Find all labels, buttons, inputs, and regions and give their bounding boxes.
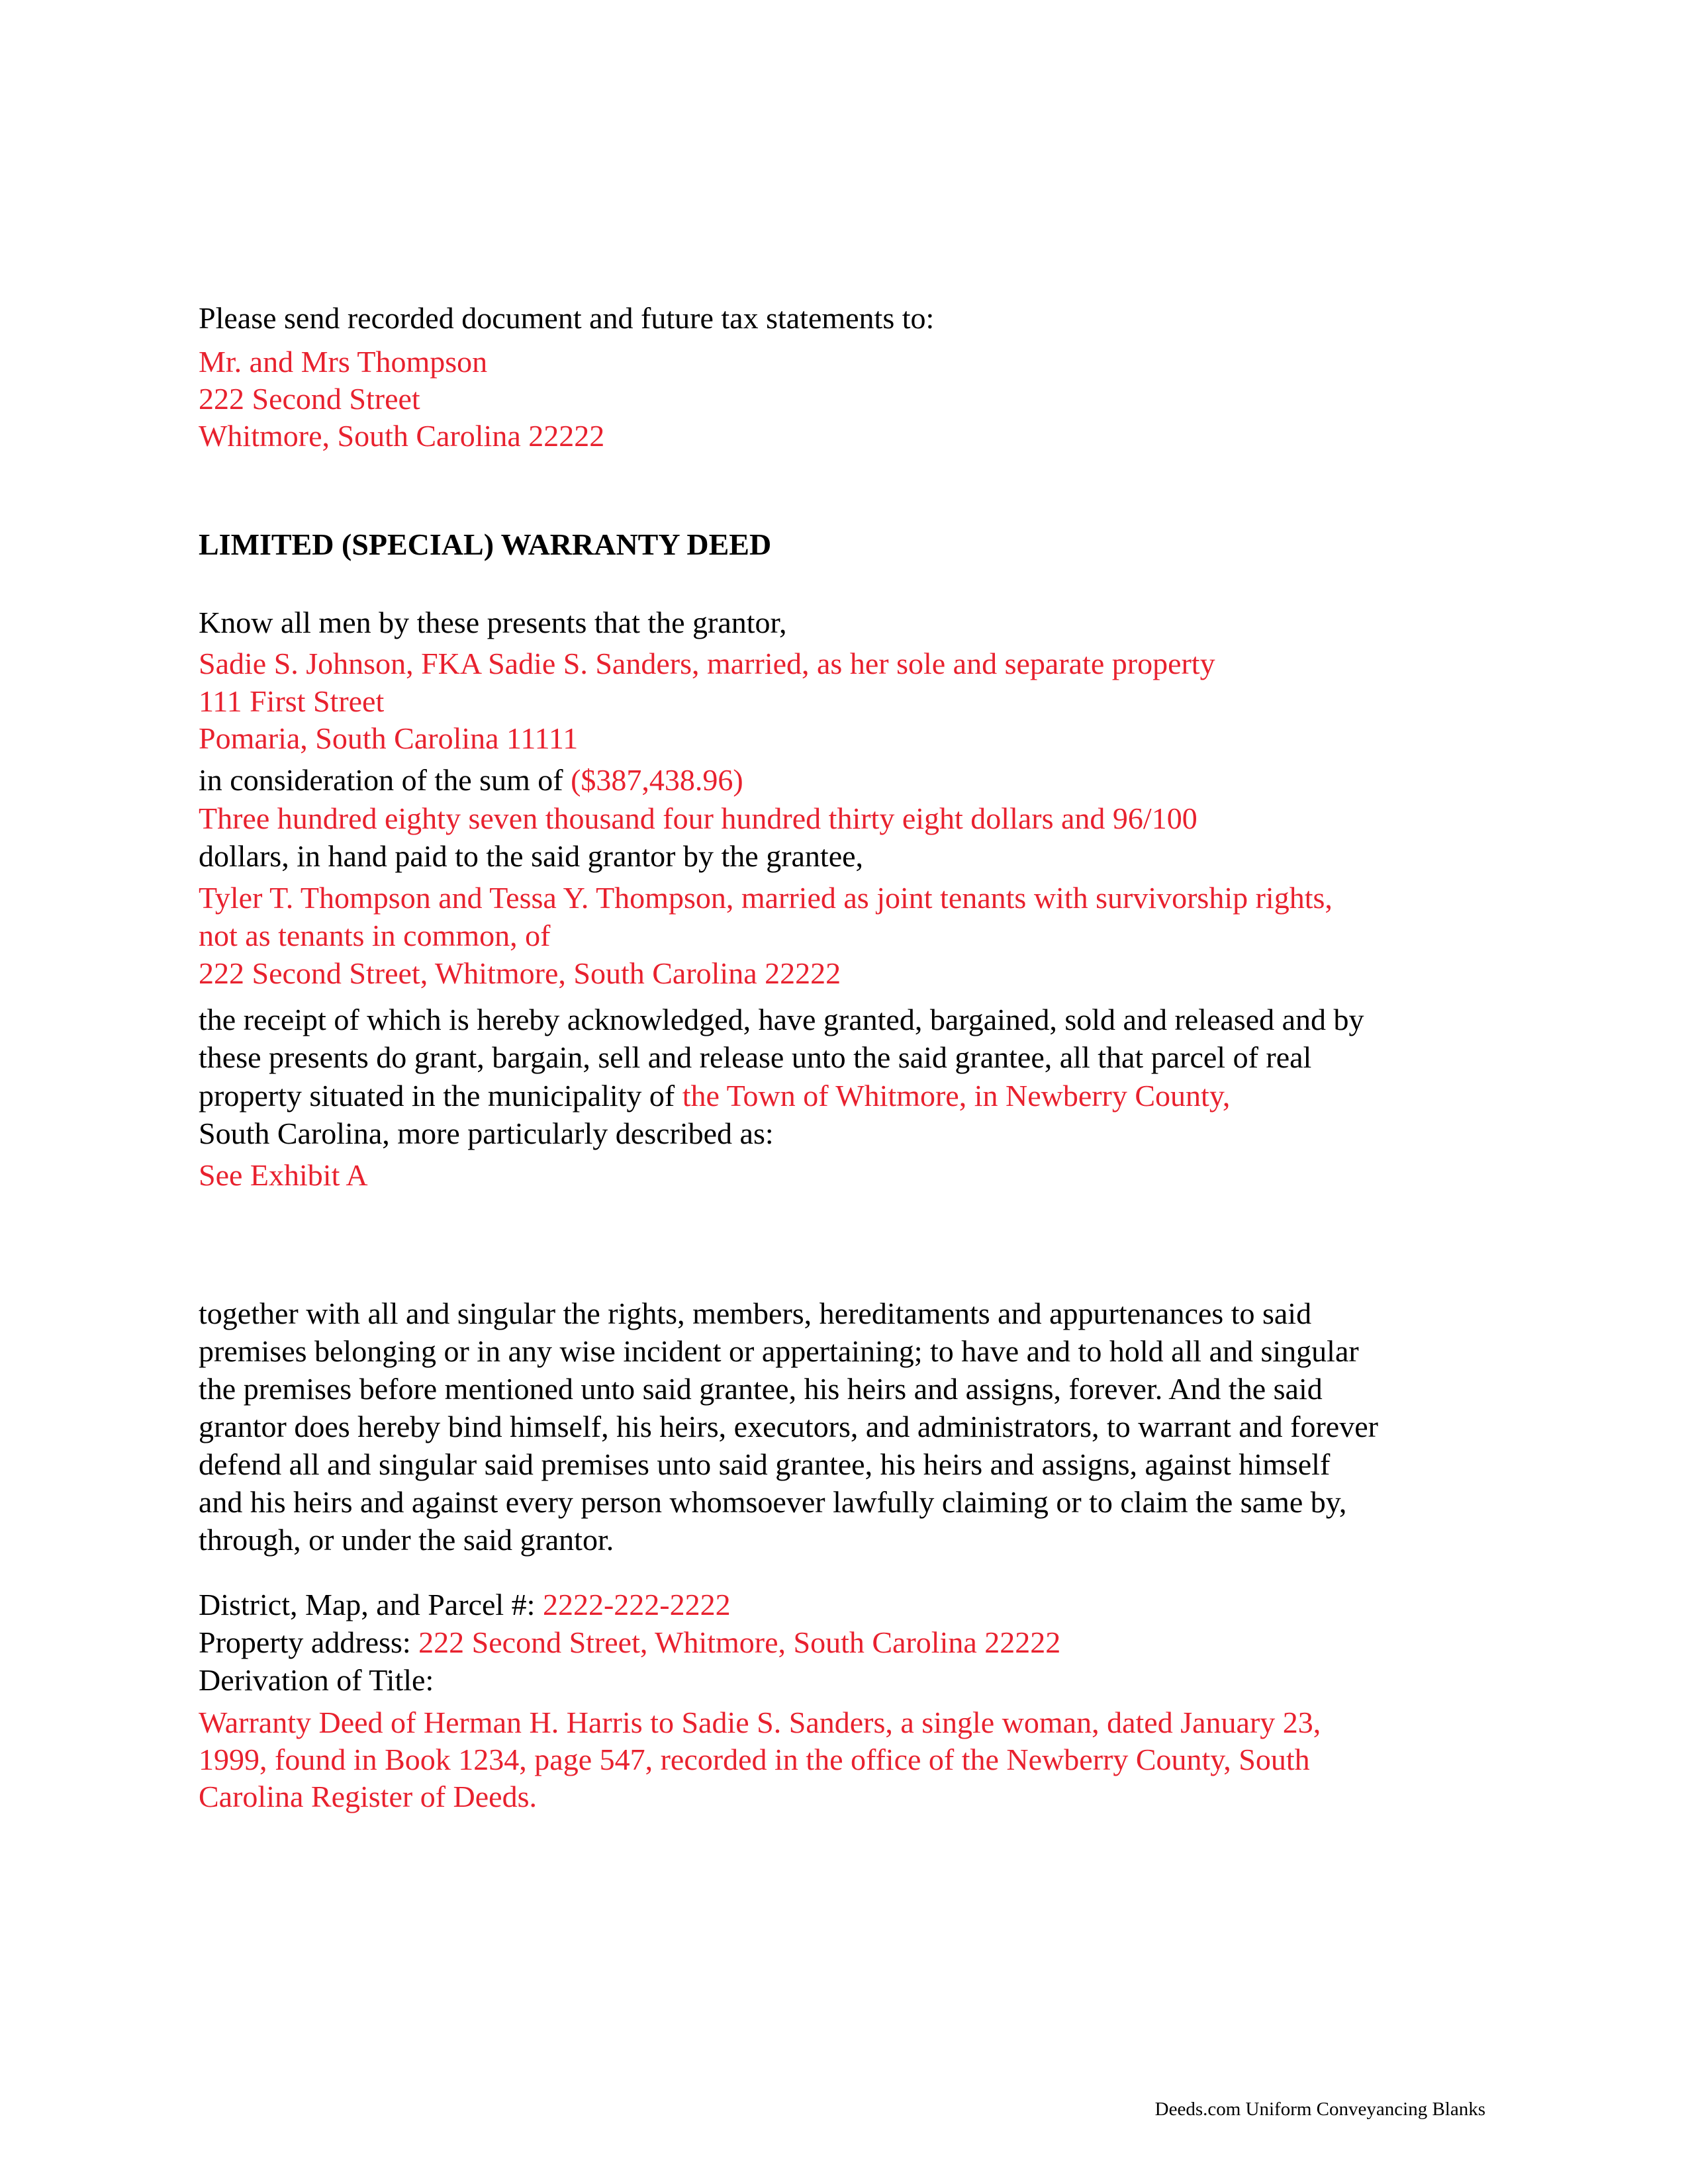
- derivation-line-2: 1999, found in Book 1234, page 547, recorded in the office of the Newberry County, South: [199, 1743, 1310, 1776]
- grant-clause-line-1: the receipt of which is hereby acknowledged, have granted, bargained, sold and released and by: [199, 1003, 1364, 1036]
- grantor-street: 111 First Street: [199, 684, 385, 718]
- consideration-line: [199, 761, 743, 799]
- grantee-line-2: not as tenants in common, of: [199, 919, 551, 952]
- municipality: the Town of Whitmore, in Newberry County,: [682, 1079, 1231, 1113]
- grantor-name: Sadie S. Johnson, FKA Sadie S. Sanders, married, as her sole and separate property: [199, 647, 1215, 680]
- grant-clause-line-3-prefix: property situated in the municipality of: [199, 1079, 682, 1113]
- document-title: LIMITED (SPECIAL) WARRANTY DEED: [199, 527, 772, 561]
- return-to-name: Mr. and Mrs Thompson: [199, 345, 488, 379]
- habendum-line-1: together with all and singular the rights, members, hereditaments and appurtenances to said: [199, 1297, 1312, 1330]
- derivation-label: Derivation of Title:: [199, 1663, 434, 1697]
- consideration-suffix: dollars, in hand paid to the said grantor by the grantee,: [199, 839, 864, 873]
- grantee-address: 222 Second Street, Whitmore, South Carolina 22222: [199, 956, 841, 990]
- habendum-line-4: grantor does hereby bind himself, his heirs, executors, and administrators, to warrant and forever: [199, 1410, 1378, 1443]
- grant-clause-line-4: South Carolina, more particularly described as:: [199, 1116, 774, 1150]
- grantor-city: Pomaria, South Carolina 11111: [199, 721, 579, 755]
- return-to-street: 222 Second Street: [199, 382, 420, 416]
- grant-clause-line-3: [199, 1077, 1230, 1115]
- grantee-line-1: Tyler T. Thompson and Tessa Y. Thompson, married as joint tenants with survivorship rights,: [199, 881, 1333, 915]
- habendum-line-7: through, or under the said grantor.: [199, 1523, 614, 1557]
- legal-description: See Exhibit A: [199, 1158, 368, 1192]
- habendum-line-3: the premises before mentioned unto said grantee, his heirs and assigns, forever. And the said: [199, 1372, 1323, 1406]
- grantor-intro: Know all men by these presents that the grantor,: [199, 606, 787, 639]
- consideration-prefix: in consideration of the sum of: [199, 763, 571, 797]
- derivation-line-1: Warranty Deed of Herman H. Harris to Sadie S. Sanders, a single woman, dated January 23,: [199, 1706, 1321, 1739]
- consideration-amount: ($387,438.96): [571, 763, 743, 797]
- parcel-line: [199, 1586, 731, 1623]
- habendum-line-6: and his heirs and against every person whomsoever lawfully claiming or to claim the same by,: [199, 1485, 1347, 1519]
- grant-clause-line-2: these presents do grant, bargain, sell and release unto the said grantee, all that parcel of real: [199, 1040, 1312, 1074]
- property-address-label: Property address:: [199, 1625, 419, 1659]
- consideration-words: Three hundred eighty seven thousand four hundred thirty eight dollars and 96/100: [199, 801, 1197, 835]
- return-to-heading: Please send recorded document and future tax statements to:: [199, 301, 935, 335]
- derivation-line-3: Carolina Register of Deeds.: [199, 1780, 537, 1813]
- habendum-line-2: premises belonging or in any wise incident or appertaining; to have and to hold all and singular: [199, 1334, 1359, 1368]
- parcel-label: District, Map, and Parcel #:: [199, 1588, 543, 1621]
- return-to-city: Whitmore, South Carolina 22222: [199, 419, 605, 453]
- parcel-number: 2222-222-2222: [542, 1588, 731, 1621]
- footer-credit: Deeds.com Uniform Conveyancing Blanks: [1154, 2099, 1485, 2120]
- property-address-value: 222 Second Street, Whitmore, South Carolina 22222: [418, 1625, 1061, 1659]
- habendum-line-5: defend all and singular said premises unto said grantee, his heirs and assigns, against himself: [199, 1447, 1331, 1481]
- property-address-line: [199, 1623, 1060, 1661]
